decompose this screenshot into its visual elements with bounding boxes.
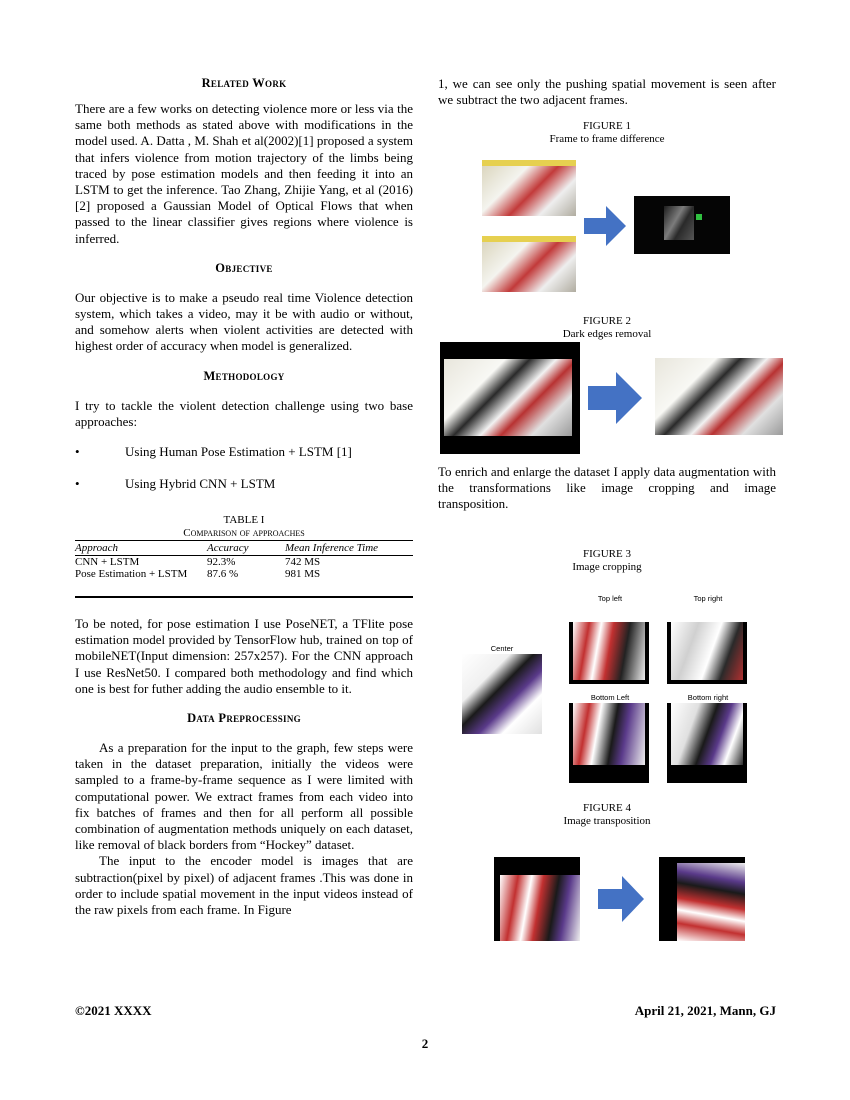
related-work-text: There are a few works on detecting violence more or less via the same both methods as stated above with modifications in the model used. A. Datta , M. Shah et al(2002)[1] proposed a system that infers violence from motion trajectory of the limbs being traced by pose estimation models and then feeding it into an LSTM to get the inference. Tao Zhang, Zhijie Yang, et al (2016)[2] proposed a Gaussian Model of Optical Flows that when passed to the linear classifier gives regions where violence is inferred.	[75, 101, 413, 246]
left-column	[75, 70, 413, 918]
table-cell: CNN + LSTM	[75, 556, 140, 569]
related-work-heading: Related Work	[201, 76, 287, 90]
table-1	[75, 514, 413, 598]
crop-bottom-right-image	[667, 703, 747, 783]
figure-label: FIGURE 4	[583, 802, 631, 814]
original-frame-image	[494, 857, 580, 941]
preprocessing-para-2: The input to the encoder model is images that are subtraction(pixel by pixel) of adjacent frames .This was done in order to include spatial movement in the input videos instead of the raw pixels from each frame. In Figure	[75, 853, 413, 918]
footer-date-author: April 21, 2021, Mann, GJ	[634, 1003, 776, 1018]
transposed-frame-image	[659, 857, 745, 941]
crop-label: Center	[490, 644, 514, 653]
bullet-item	[75, 444, 413, 462]
figure-caption: Image transposition	[563, 815, 651, 827]
crop-bottom-left-image	[569, 703, 649, 783]
comparison-table	[75, 540, 413, 580]
figure-3-caption	[438, 548, 776, 574]
figure-caption: Image cropping	[572, 561, 642, 573]
crop-label: Top left	[597, 594, 623, 603]
table-header: Accuracy	[207, 541, 285, 556]
table-row	[75, 556, 413, 569]
table-cell: Pose Estimation + LSTM	[75, 568, 188, 581]
crop-top-left-image	[569, 604, 649, 684]
crop-label: Bottom Left	[590, 693, 630, 702]
note-text: To be noted, for pose estimation I use PoseNET, a TFlite pose estimation model provided by TensorFlow hub, trained on top of mobileNET(Input dimension: 257x257). For the CNN approach I use ResNet50. I compared both methodology and find which one is best for futher adding the audio ensemble to it.	[75, 616, 413, 696]
table-bottom-rule	[75, 596, 413, 598]
crop-top-right-image	[667, 604, 747, 684]
figure-label: FIGURE 3	[583, 548, 631, 560]
frame-difference-image	[634, 196, 730, 254]
table-label: TABLE I	[223, 514, 265, 527]
table-header: Mean Inference Time	[285, 541, 413, 556]
figure-1-caption	[438, 120, 776, 146]
methodology-heading: Methodology	[203, 368, 285, 383]
crop-label: Bottom right	[687, 693, 729, 702]
crop-center-image	[462, 654, 542, 734]
objective-text: Our objective is to make a pseudo real time Violence detection system, which takes a video, may it be with audio or without, and somehow alerts when violent activities are detected with highest order of accuracy when model is generalized.	[75, 289, 413, 354]
bullet-text: Using Human Pose Estimation + LSTM [1]	[125, 444, 352, 460]
figure-4-caption	[438, 802, 776, 828]
crop-label: Top right	[693, 594, 723, 603]
cropped-frame-image	[655, 358, 783, 435]
preprocessing-para-1: As a preparation for the input to the graph, few steps were taken in the dataset preparation, initially the videos were sampled to a frame-by-frame sequence as I were limited with computational power. We extract frames from each video into fix batches of frames and then for all perform all possible combination of augmentation methods uniquely on each dataset, like removal of black borders from “Hockey” dataset.	[75, 740, 413, 853]
right-intro-text: 1, we can see only the pushing spatial movement is seen after we subtract the two adjacent frames.	[438, 76, 776, 108]
table-cell: 87.6 %	[207, 568, 239, 581]
hockey-frame-image	[482, 236, 576, 292]
figure-label: FIGURE 1	[583, 120, 631, 132]
table-row	[75, 568, 413, 580]
table-cell: 981 MS	[285, 568, 321, 581]
table-header: Approach	[75, 541, 207, 556]
footer-copyright: ©2021 XXXX	[75, 1003, 152, 1018]
augment-text: To enrich and enlarge the dataset I apply data augmentation with the transformations like image cropping and image transposition.	[438, 464, 776, 512]
figure-2-caption	[438, 315, 776, 341]
page-number: 2	[421, 1036, 429, 1051]
figure-caption: Frame to frame difference	[549, 133, 665, 145]
arrow-right-icon	[598, 876, 644, 922]
hockey-frame-image	[482, 160, 576, 216]
figure-label: FIGURE 2	[583, 315, 631, 327]
arrow-right-icon	[588, 372, 642, 424]
bullet-text: Using Hybrid CNN + LSTM	[125, 476, 276, 492]
objective-heading: Objective	[215, 260, 273, 275]
table-cell: 742 MS	[285, 556, 321, 569]
bullet-dot: •	[75, 476, 80, 492]
methodology-text: I try to tackle the violent detection challenge using two base approaches:	[75, 397, 413, 429]
data-preprocessing-heading: Data Preprocessing	[187, 711, 301, 726]
bullet-dot: •	[75, 444, 80, 460]
table-cell: 92.3%	[207, 556, 236, 569]
figure-caption: Dark edges removal	[562, 328, 652, 340]
arrow-right-icon	[584, 206, 626, 246]
table-caption: Comparison of approaches	[183, 527, 305, 540]
bordered-frame-image	[440, 342, 580, 454]
bullet-item	[75, 476, 413, 494]
